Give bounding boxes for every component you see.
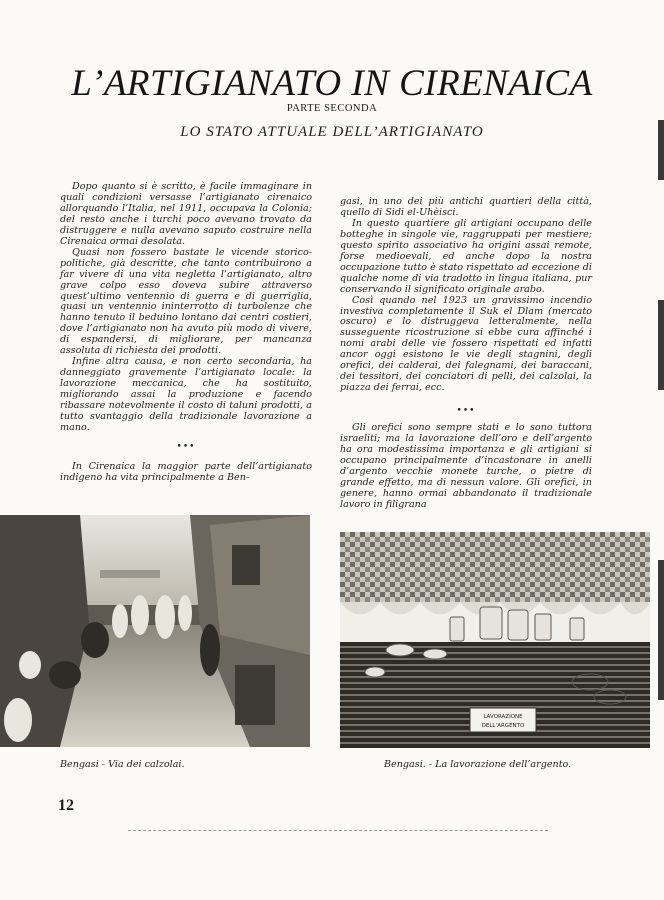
article-title: L’ARTIGIANATO IN CIRENAICA: [71, 63, 593, 104]
photo-silver-working: [340, 532, 650, 748]
paragraph: Dopo quanto si è scritto, è facile immaginare in quali condizioni versasse l’artigianato cirenaico allorquando l’Italia, nel 1911, occupava la Colonia; del resto anche i turchi poco avevano trovato da distruggere e nulla avevano saputo costruire nella Cirenaica ormai desolata.: [60, 181, 312, 247]
scan-edge-mark: [658, 300, 664, 390]
scan-edge-mark: [658, 120, 664, 180]
sign-text-line1: LAVORAZIONE: [483, 714, 523, 720]
section-title: LO STATO ATTUALE DELL’ARTIGIANATO: [180, 124, 484, 140]
paragraph: In questo quartiere gli artigiani occupano delle botteghe in singole vie, raggruppati per mestiere; questo spirito associativo ha origini assai remote, forse medioevali, ed anche dopo la nostra occupazione tutto è stato rispettato ad eccezione di qualche nome di via tradotto in lingua italiana, pur conservando il significato originale arabo.: [340, 217, 592, 295]
figure-caption: Bengasi. - La lavorazione dell’argento.: [384, 759, 572, 770]
paragraph: Quasi non fossero bastate le vicende storico-politiche, già descritte, che tanto contribuirono a far vivere di una vita negletta l’artigianato, altro grave colpo esso doveva subire attraverso quest’ultimo ventennio di guerra e di guerriglia, quasi un ventennio ininterrotto di turbolenze che hanno tenuto il beduino lontano dai centri costieri, dove l’artigianato non ha avuto più modo di vivere, di espandersi, di migliorare, per mancanza assoluta di richiesta dei prodotti.: [60, 246, 312, 357]
figure-caption: Bengasi - Via dei calzolai.: [60, 759, 185, 770]
paragraph: Gli orefici sono sempre stati e lo sono tuttora israeliti; ma la lavorazione dell’oro e dell’argento ha ora modestissima importanza e gli artigiani si occupano principalmente d’incastonare in anelli d’argento vecchie monete turche, o pietre di grande effetto, ma di nessun valore. Gli orefici, in genere, hanno ormai abbandonato il tradizionale lavoro in filigrana: [340, 422, 592, 510]
paragraph: Così quando nel 1923 un gravissimo incendio investiva completamente il Suk el Dlam (mercato oscuro) e lo distruggeva letteralmente, nella susseguente ricostruzione si ebbe cura affinché i nomi arabi delle vie fossero rispettati ed infatti ancor oggi esistono le vie degli stagnini, degli orefici, dei calderai, dei falegnami, dei baraccani, dei tessitori, dei conciatori di pelli, dei calzolai, la piazza dei ferrai, ecc.: [340, 294, 592, 394]
sign-text-line2: DELL’ARGENTO: [481, 723, 525, 729]
paragraph: In Cirenaica la maggior parte dell’artigianato indigeno ha vita principalmente a Ben-: [60, 460, 312, 483]
paragraph: Infine altra causa, e non certo secondaria, ha danneggiato gravemente l’artigianato locale: la lavorazione meccanica, che ha sostituito, migliorando assai la produzione e facendo ribassare notevolmente il costo di taluni prodotti, a tutto svantaggio della tradizionale lavorazione a mano.: [60, 356, 312, 433]
right-text-column: [340, 197, 592, 511]
street-scene-illustration: [0, 515, 310, 747]
footer-divider: [128, 830, 548, 832]
paragraph-continued: gasi, in uno dei più antichi quartieri della città, quello di Sidi el-Uhèisci.: [340, 196, 592, 218]
silver-display-illustration: [340, 532, 650, 748]
article-part-label: PARTE SECONDA: [286, 103, 378, 114]
page-number: 12: [58, 797, 74, 814]
section-separator: •••: [456, 406, 476, 417]
scan-edge-mark: [658, 560, 664, 700]
section-separator: •••: [176, 441, 196, 452]
photo-street-of-shoemakers: [0, 515, 310, 747]
left-text-column: [60, 182, 312, 484]
